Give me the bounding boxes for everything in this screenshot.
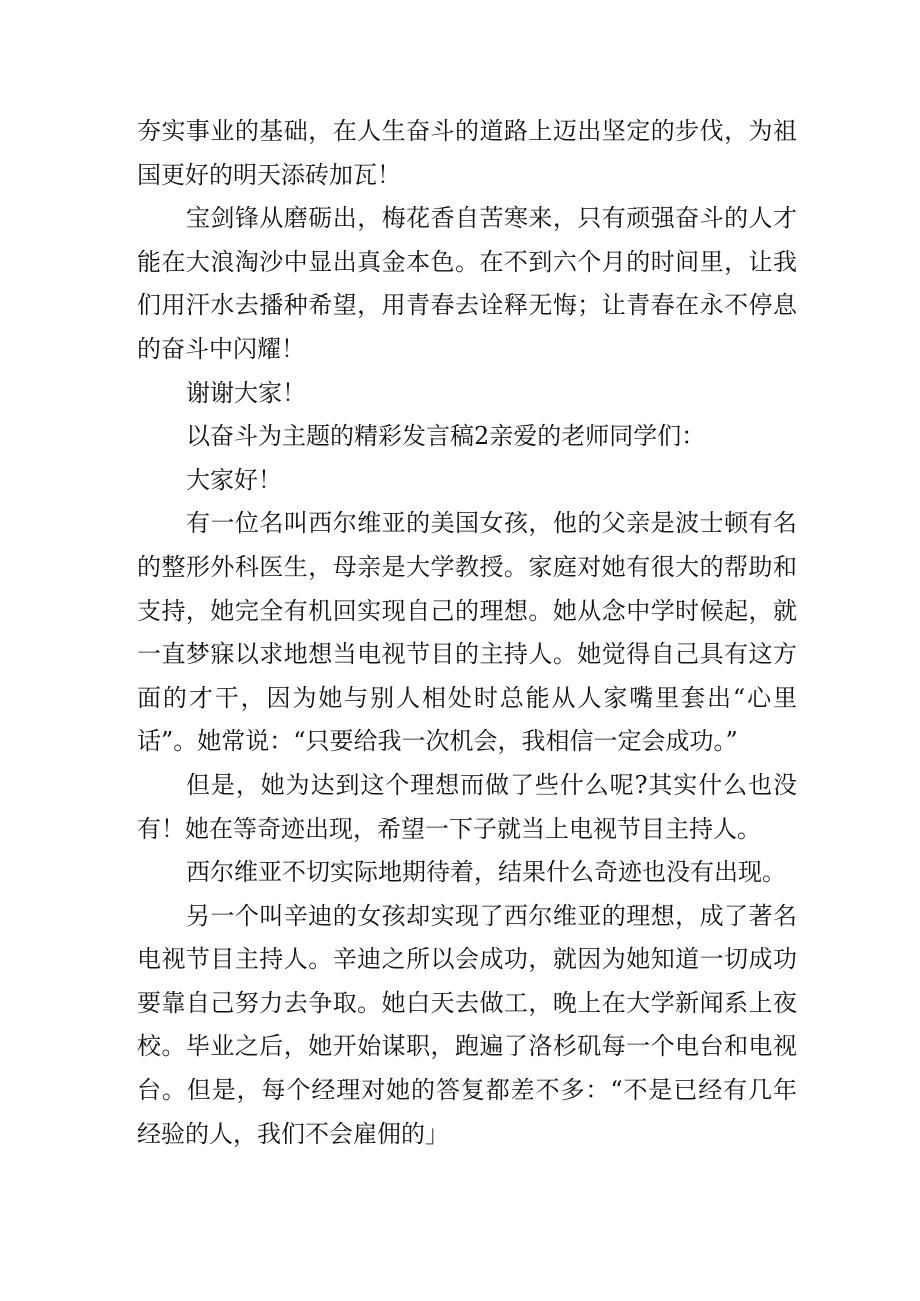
body-paragraph: 宝剑锋从磨砺出，梅花香自苦寒来，只有顽强奋斗的人才能在大浪淘沙中显出真金本色。在不到六个月的时间里，让我们用汗水去播种希望，用青春去诠释无悔；让青春在永不停息的奋斗中闪耀！ — [137, 204, 797, 363]
body-paragraph: 另一个叫辛迪的女孩却实现了西尔维亚的理想，成了著名电视节目主持人。辛迪之所以会成功，就因为她知道一切成功要靠自己努力去争取。她白天去做工，晚上在大学新闻系上夜校。毕业之后，她开始谋职，跑遍了洛杉矶每一个电台和电视台。但是，每个经理对她的答复都差不多：“不是已经有几年经验的人，我们不会雇佣的」 — [137, 901, 797, 1148]
body-paragraph: 有一位名叫西尔维亚的美国女孩，他的父亲是波士顿有名的整形外科医生，母亲是大学教授。家庭对她有很大的帮助和支持，她完全有机回实现自己的理想。她从念中学时候起，就一直梦寐以求地想当电视节目的主持人。她觉得自己具有这方面的才干，因为她与别人相处时总能从人家嘴里套出“心里话”。她常说：“只要给我一次机会，我相信一定会成功。” — [137, 509, 797, 756]
body-paragraph: 夯实事业的基础，在人生奋斗的道路上迈出坚定的步伐，为祖国更好的明天添砖加瓦！ — [137, 117, 797, 189]
document-body — [137, 110, 797, 1156]
greeting: 大家好！ — [186, 465, 282, 494]
body-paragraph: 谢谢大家！ — [186, 378, 306, 407]
body-paragraph: 西尔维亚不切实际地期待着，结果什么奇迹也没有出现。 — [186, 858, 786, 887]
speech-title: 以奋斗为主题的精彩发言稿2亲爱的老师同学们： — [186, 422, 706, 451]
body-paragraph: 但是，她为达到这个理想而做了些什么呢?其实什么也没有！她在等奇迹出现，希望一下子就当上电视节目主持人。 — [137, 770, 797, 843]
